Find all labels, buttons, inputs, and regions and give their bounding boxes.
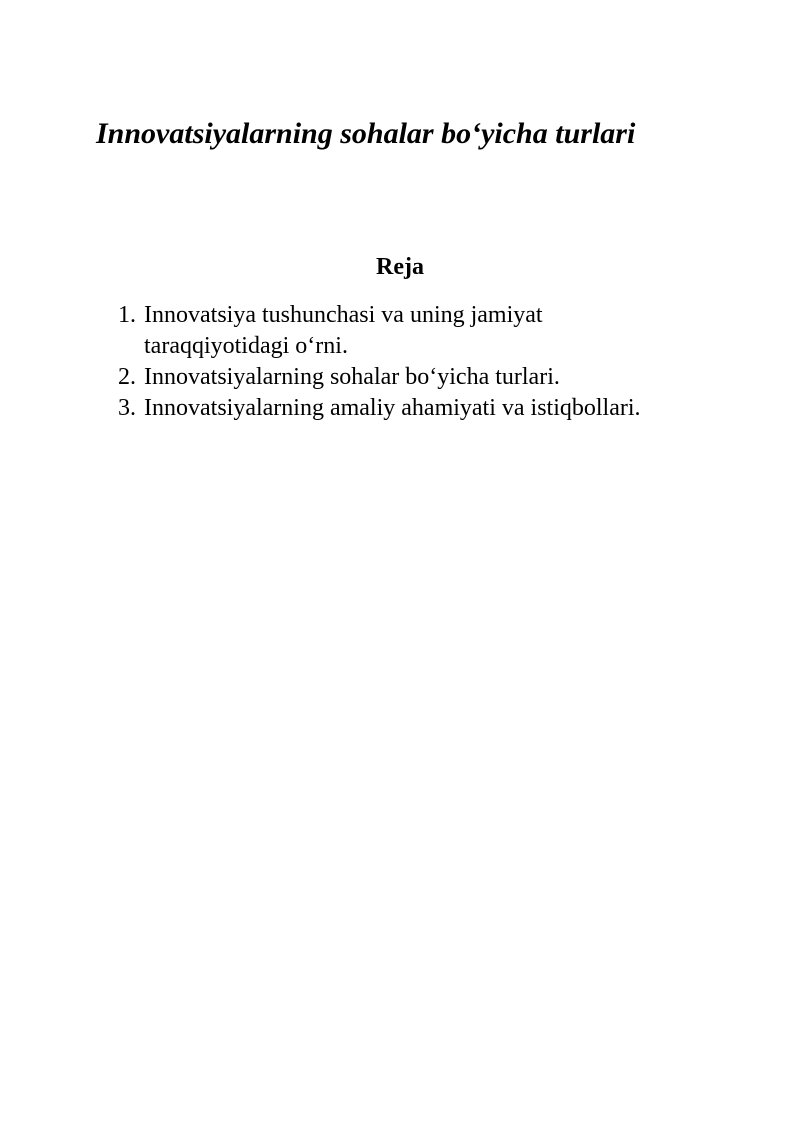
plan-item-text: Innovatsiya tushunchasi va uning jamiyat taraqqiyotidagi o‘rni. [144,302,543,359]
plan-item-number: 2. [118,364,136,390]
plan-heading: Reja [376,254,424,280]
document-title: Innovatsiyalarning sohalar bo‘yicha turlari [96,117,636,150]
plan-item-text: Innovatsiyalarning sohalar bo‘yicha turlari. [144,364,560,390]
plan-item-1 [118,300,718,362]
plan-list [118,300,718,424]
plan-item-number: 1. [118,302,136,328]
plan-item-number: 3. [118,395,136,421]
plan-item-text: Innovatsiyalarning amaliy ahamiyati va istiqbollari. [144,395,641,421]
plan-item-3 [118,393,718,424]
plan-item-2 [118,362,718,393]
